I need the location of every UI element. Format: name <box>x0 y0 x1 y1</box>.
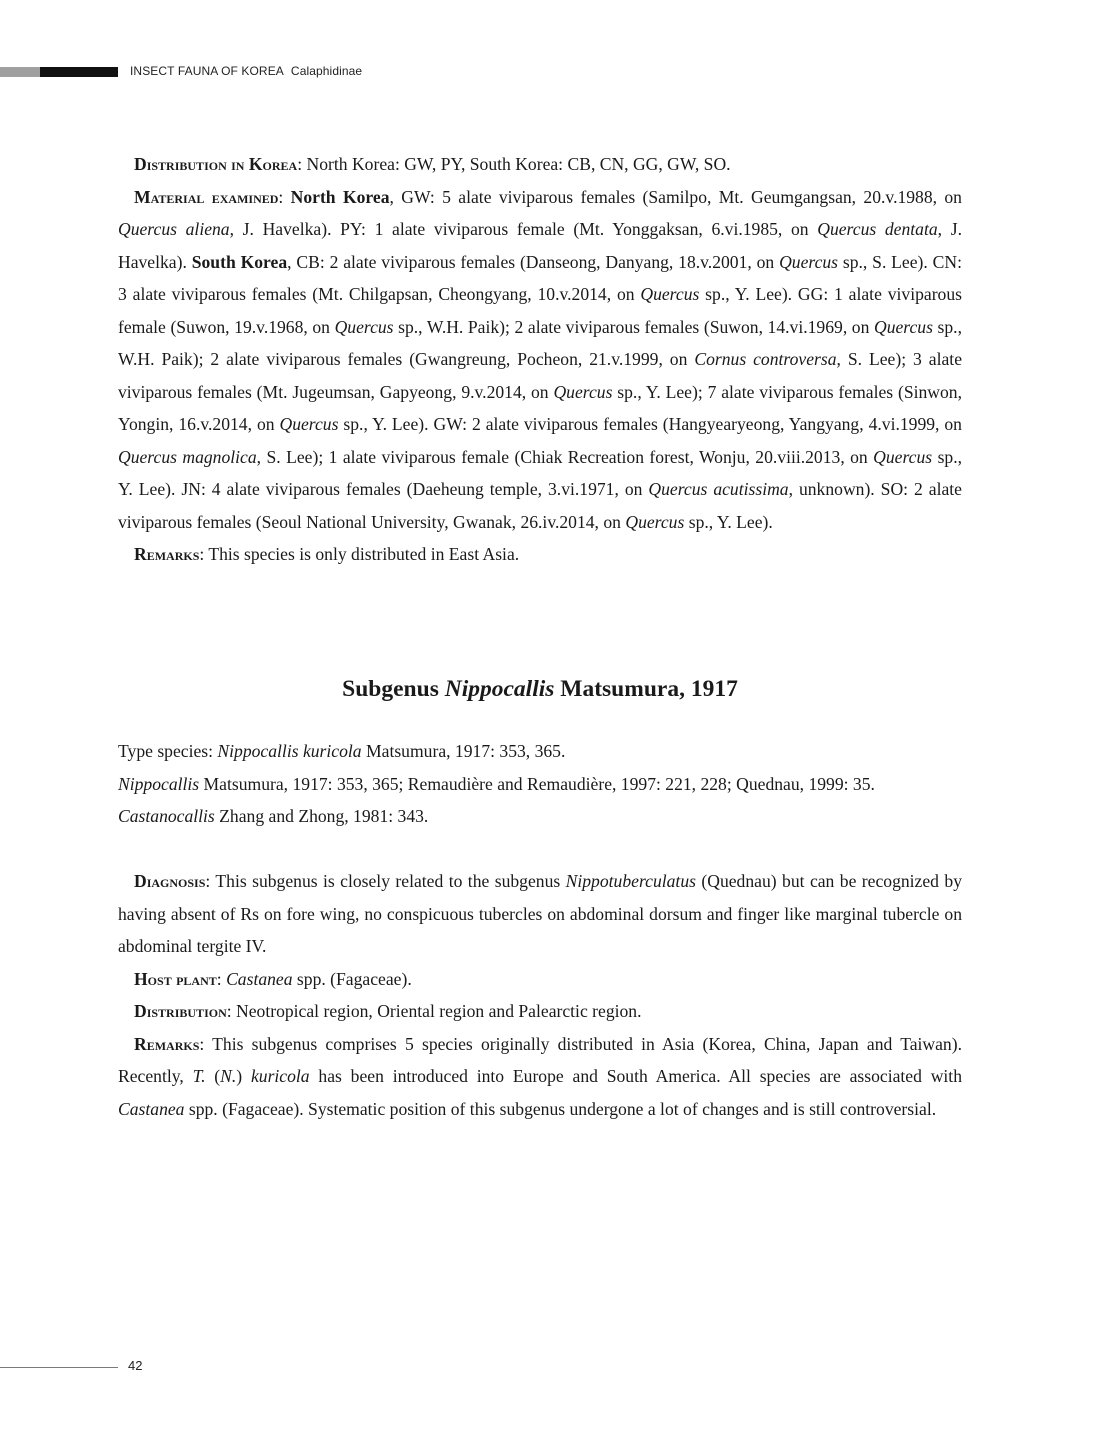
host-sep: : <box>216 968 227 989</box>
synonym-citation: Zhang and Zhong, 1981: 343. <box>214 806 429 826</box>
distribution-paragraph <box>118 995 962 1028</box>
host-text: spp. (Fagaceae). <box>292 968 412 989</box>
header-gray-bar <box>0 67 40 77</box>
material-examined-heading: Material examined <box>134 186 279 207</box>
synonym-name: Nippocallis <box>118 773 200 794</box>
distribution-korea-heading: Distribution in Korea <box>134 154 298 174</box>
remarks-text: spp. (Fagaceae). Systematic position of this subgenus undergone a lot of changes and is still controversial. <box>184 1098 937 1119</box>
material-text: sp., Y. Lee); 7 alate viviparous females (Sinwon, Yongin, 16.v.2014, on <box>118 381 963 434</box>
material-text: , J. Havelka). PY: 1 alate viviparous female (Mt. Yonggaksan, 6.vi.1985, on <box>229 219 818 239</box>
type-species-citation: Matsumura, 1917: 353, 365. <box>361 741 566 761</box>
subgenus-remarks-heading: Remarks <box>134 1033 200 1054</box>
taxon-name: T. <box>192 1066 206 1086</box>
material-text: sp., Y. Lee). GG: 1 alate viviparous female (Suwon, 19.v.1968, on <box>118 284 962 337</box>
synonym-line <box>118 800 962 833</box>
remarks-text: ) <box>236 1066 251 1086</box>
diagnosis-paragraph <box>118 865 962 963</box>
type-species-label: Type species: <box>118 741 218 761</box>
material-text: , S. Lee); 1 alate viviparous female (Chiak Recreation forest, Wonju, 20.viii.2013, on <box>256 446 874 467</box>
page-number: 42 <box>128 1358 143 1373</box>
taxon-name: Quercus <box>625 511 685 532</box>
synonym-citation: Matsumura, 1917: 353, 365; Remaudière and Remaudière, 1997: 221, 228; Quednau, 1999: 35. <box>199 773 875 794</box>
footer-rule <box>0 1367 118 1368</box>
taxon-name: kuricola <box>250 1066 310 1086</box>
remarks-text: : This species is only distributed in East Asia. <box>199 544 520 564</box>
taxon-name: Quercus <box>640 284 700 304</box>
taxon-name: Quercus aliena <box>118 219 230 239</box>
species-section <box>118 148 962 571</box>
subgenus-prefix: Subgenus <box>342 676 445 702</box>
taxon-name: Quercus <box>279 414 339 434</box>
material-text: sp., W.H. Paik); 2 alate viviparous females (Gwangreung, Pocheon, 21.v.1999, on <box>118 316 962 369</box>
material-text: , GW: 5 alate viviparous females (Samilpo, Mt. Geumgangsan, 20.v.1988, on <box>389 186 962 207</box>
material-sep: : <box>278 186 291 207</box>
material-text: sp., S. Lee). CN: 3 alate viviparous females (Mt. Chilgapsan, Cheongyang, 10.v.2014, on <box>118 251 962 304</box>
taxon-name: Castanea <box>226 968 293 989</box>
material-text: , CB: 2 alate viviparous females (Danseong, Danyang, 18.v.2001, on <box>287 251 780 272</box>
north-korea-label: North Korea <box>290 186 390 207</box>
synonym-line <box>118 768 962 801</box>
distribution-text: : Neotropical region, Oriental region and Palearctic region. <box>226 1001 642 1021</box>
header-subtitle: Calaphidinae <box>290 64 363 78</box>
synonymy-block <box>118 735 962 833</box>
host-plant-heading: Host plant <box>134 968 217 989</box>
type-species-line <box>118 735 962 768</box>
header-title: INSECT FAUNA OF KOREA <box>130 64 284 78</box>
taxon-name: Quercus <box>873 316 933 337</box>
distribution-korea-text: : North Korea: GW, PY, South Korea: CB, CN, GG, GW, SO. <box>297 154 731 174</box>
taxon-name: N. <box>220 1066 237 1086</box>
taxon-name: Quercus <box>779 251 839 272</box>
material-text: , S. Lee); 3 alate viviparous females (Mt. Jugeumsan, Gapyeong, 9.v.2014, on <box>118 349 963 402</box>
taxon-name: Quercus magnolica <box>118 446 257 467</box>
remarks-heading: Remarks <box>134 544 200 564</box>
south-korea-label: South Korea <box>191 251 288 272</box>
taxon-name: Quercus <box>553 381 613 402</box>
taxon-name: Quercus <box>873 446 933 467</box>
synonym-name: Castanocallis <box>118 806 215 826</box>
header-black-bar <box>40 67 118 77</box>
subgenus-suffix: Matsumura, 1917 <box>554 676 738 702</box>
diagnosis-text: (Quednau) but can be recognized by having absent of Rs on fore wing, no conspicuous tubercles on abdominal dorsum and finger like marginal tubercle on abdominal tergite IV. <box>118 871 962 956</box>
material-text: , unknown). SO: 2 alate viviparous females (Seoul National University, Gwanak, 26.iv.2014, on <box>118 479 962 532</box>
taxon-name: Quercus acutissima <box>648 479 789 499</box>
taxon-name: Cornus controversa <box>694 349 837 369</box>
subgenus-section <box>118 865 962 1125</box>
type-species-name: Nippocallis kuricola <box>217 741 362 761</box>
material-text: sp., Y. Lee). GW: 2 alate viviparous females (Hangyearyeong, Yangyang, 4.vi.1999, on <box>338 414 962 434</box>
taxon-name: Quercus <box>334 316 394 337</box>
host-plant-paragraph <box>118 963 962 996</box>
remarks-paragraph <box>118 538 962 571</box>
remarks-text: has been introduced into Europe and South America. All species are associated with <box>309 1066 962 1086</box>
taxon-name: Castanea <box>118 1098 185 1119</box>
material-text: sp., W.H. Paik); 2 alate viviparous females (Suwon, 14.vi.1969, on <box>393 316 874 337</box>
taxon-name: Nippotuberculatus <box>565 871 696 891</box>
material-text: sp., Y. Lee). <box>684 511 773 532</box>
subgenus-title <box>118 672 962 706</box>
diagnosis-text: : This subgenus is closely related to the subgenus <box>205 871 566 891</box>
distribution-heading: Distribution <box>134 1001 227 1021</box>
material-text: sp., Y. Lee). JN: 4 alate viviparous females (Daeheung temple, 3.vi.1971, on <box>118 446 963 499</box>
diagnosis-heading: Diagnosis <box>134 871 206 891</box>
running-header <box>130 64 362 78</box>
subgenus-remarks-paragraph <box>118 1028 962 1126</box>
taxon-name: Quercus dentata <box>817 219 938 239</box>
remarks-text: ( <box>205 1066 221 1086</box>
material-examined-paragraph <box>118 181 962 539</box>
distribution-korea-paragraph <box>118 148 962 181</box>
remarks-text: : This subgenus comprises 5 species originally distributed in Asia (Korea, China, Japan and Taiwan). Recently, <box>118 1033 962 1086</box>
subgenus-name: Nippocallis <box>444 676 555 702</box>
material-text: , J. Havelka). <box>118 219 962 272</box>
